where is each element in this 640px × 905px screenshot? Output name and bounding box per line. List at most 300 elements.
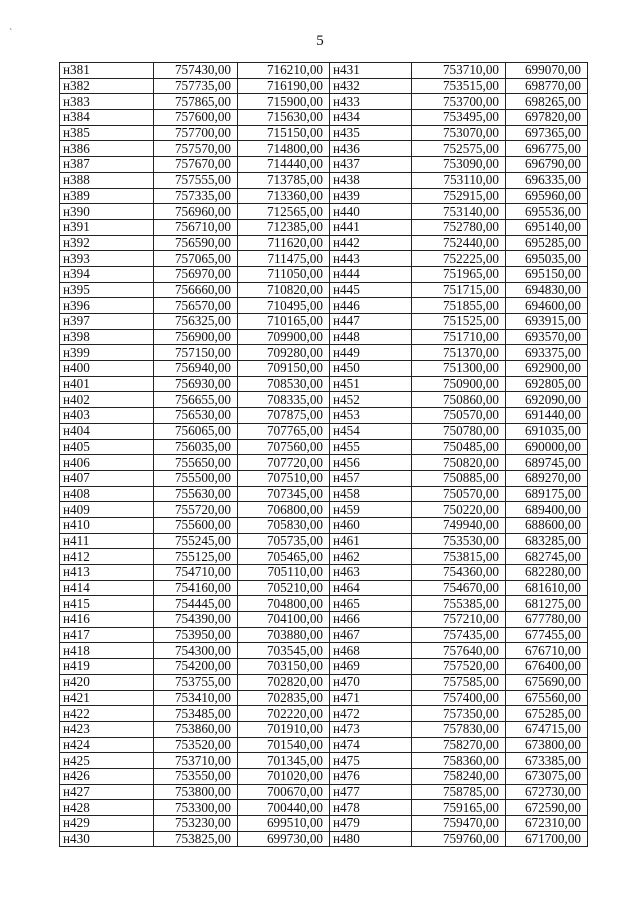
x-coord-left: 756660,00 [154, 282, 238, 298]
y-coord-right: 676710,00 [506, 643, 588, 659]
y-coord-left: 715900,00 [238, 94, 330, 110]
y-coord-right: 689175,00 [506, 486, 588, 502]
y-coord-left: 704100,00 [238, 612, 330, 628]
point-id-right: н459 [330, 502, 412, 518]
table-row [60, 455, 588, 471]
table-row [60, 643, 588, 659]
table-row [60, 251, 588, 267]
point-id-right: н462 [330, 549, 412, 565]
y-coord-right: 676400,00 [506, 659, 588, 675]
y-coord-right: 696335,00 [506, 172, 588, 188]
x-coord-right: 753495,00 [412, 110, 506, 126]
point-id-right: н477 [330, 784, 412, 800]
point-id-left: н396 [60, 298, 154, 314]
x-coord-left: 755650,00 [154, 455, 238, 471]
y-coord-left: 714440,00 [238, 157, 330, 173]
point-id-right: н439 [330, 188, 412, 204]
x-coord-left: 756065,00 [154, 423, 238, 439]
x-coord-left: 757065,00 [154, 251, 238, 267]
point-id-left: н402 [60, 392, 154, 408]
point-id-right: н472 [330, 706, 412, 722]
x-coord-left: 753300,00 [154, 800, 238, 816]
x-coord-right: 757350,00 [412, 706, 506, 722]
x-coord-left: 753550,00 [154, 768, 238, 784]
point-id-right: н457 [330, 470, 412, 486]
x-coord-right: 753530,00 [412, 533, 506, 549]
point-id-right: н442 [330, 235, 412, 251]
table-row [60, 690, 588, 706]
point-id-right: н437 [330, 157, 412, 173]
point-id-right: н471 [330, 690, 412, 706]
y-coord-left: 706800,00 [238, 502, 330, 518]
point-id-left: н421 [60, 690, 154, 706]
y-coord-right: 698265,00 [506, 94, 588, 110]
x-coord-left: 757570,00 [154, 141, 238, 157]
y-coord-right: 697820,00 [506, 110, 588, 126]
x-coord-right: 757400,00 [412, 690, 506, 706]
x-coord-right: 749940,00 [412, 517, 506, 533]
table-row [60, 580, 588, 596]
x-coord-left: 756930,00 [154, 376, 238, 392]
point-id-left: н413 [60, 565, 154, 581]
y-coord-right: 675560,00 [506, 690, 588, 706]
y-coord-right: 672310,00 [506, 816, 588, 832]
table-row [60, 235, 588, 251]
y-coord-left: 707875,00 [238, 408, 330, 424]
x-coord-right: 750820,00 [412, 455, 506, 471]
x-coord-right: 751855,00 [412, 298, 506, 314]
y-coord-right: 691440,00 [506, 408, 588, 424]
table-row [60, 721, 588, 737]
y-coord-right: 672590,00 [506, 800, 588, 816]
y-coord-left: 711475,00 [238, 251, 330, 267]
x-coord-left: 756325,00 [154, 314, 238, 330]
x-coord-right: 751370,00 [412, 345, 506, 361]
x-coord-right: 750860,00 [412, 392, 506, 408]
table-row [60, 172, 588, 188]
y-coord-right: 689745,00 [506, 455, 588, 471]
x-coord-right: 750780,00 [412, 423, 506, 439]
point-id-right: н440 [330, 204, 412, 220]
y-coord-right: 692805,00 [506, 376, 588, 392]
y-coord-right: 672730,00 [506, 784, 588, 800]
point-id-right: н454 [330, 423, 412, 439]
point-id-right: н478 [330, 800, 412, 816]
x-coord-right: 752915,00 [412, 188, 506, 204]
point-id-left: н424 [60, 737, 154, 753]
y-coord-right: 674715,00 [506, 721, 588, 737]
y-coord-left: 707345,00 [238, 486, 330, 502]
x-coord-left: 753800,00 [154, 784, 238, 800]
y-coord-right: 673385,00 [506, 753, 588, 769]
table-row [60, 329, 588, 345]
y-coord-left: 710820,00 [238, 282, 330, 298]
point-id-right: н479 [330, 816, 412, 832]
point-id-left: н427 [60, 784, 154, 800]
y-coord-left: 702220,00 [238, 706, 330, 722]
y-coord-right: 699070,00 [506, 63, 588, 79]
x-coord-left: 757735,00 [154, 78, 238, 94]
point-id-right: н434 [330, 110, 412, 126]
y-coord-right: 694600,00 [506, 298, 588, 314]
y-coord-right: 698770,00 [506, 78, 588, 94]
table-row [60, 627, 588, 643]
x-coord-right: 751300,00 [412, 361, 506, 377]
table-row [60, 314, 588, 330]
x-coord-right: 751525,00 [412, 314, 506, 330]
point-id-right: н453 [330, 408, 412, 424]
point-id-right: н450 [330, 361, 412, 377]
table-row [60, 266, 588, 282]
point-id-left: н430 [60, 831, 154, 847]
y-coord-right: 692090,00 [506, 392, 588, 408]
point-id-right: н456 [330, 455, 412, 471]
point-id-left: н381 [60, 63, 154, 79]
x-coord-left: 757670,00 [154, 157, 238, 173]
y-coord-right: 681275,00 [506, 596, 588, 612]
table-row [60, 737, 588, 753]
x-coord-left: 756570,00 [154, 298, 238, 314]
x-coord-left: 757335,00 [154, 188, 238, 204]
x-coord-left: 757865,00 [154, 94, 238, 110]
table-row [60, 110, 588, 126]
point-id-right: н447 [330, 314, 412, 330]
y-coord-right: 693375,00 [506, 345, 588, 361]
table-row [60, 706, 588, 722]
point-id-left: н419 [60, 659, 154, 675]
x-coord-right: 750570,00 [412, 408, 506, 424]
x-coord-left: 754160,00 [154, 580, 238, 596]
table-row [60, 768, 588, 784]
point-id-left: н400 [60, 361, 154, 377]
y-coord-left: 700670,00 [238, 784, 330, 800]
point-id-left: н428 [60, 800, 154, 816]
x-coord-right: 753110,00 [412, 172, 506, 188]
point-id-left: н423 [60, 721, 154, 737]
x-coord-left: 756530,00 [154, 408, 238, 424]
point-id-right: н468 [330, 643, 412, 659]
table-row [60, 517, 588, 533]
point-id-left: н398 [60, 329, 154, 345]
y-coord-right: 689400,00 [506, 502, 588, 518]
point-id-left: н426 [60, 768, 154, 784]
point-id-left: н418 [60, 643, 154, 659]
table-row [60, 565, 588, 581]
x-coord-right: 757830,00 [412, 721, 506, 737]
y-coord-left: 709150,00 [238, 361, 330, 377]
y-coord-left: 707720,00 [238, 455, 330, 471]
table-row [60, 470, 588, 486]
y-coord-left: 709900,00 [238, 329, 330, 345]
table-row [60, 361, 588, 377]
point-id-left: н403 [60, 408, 154, 424]
point-id-left: н382 [60, 78, 154, 94]
point-id-left: н408 [60, 486, 154, 502]
table-row [60, 753, 588, 769]
table-row [60, 596, 588, 612]
x-coord-left: 757600,00 [154, 110, 238, 126]
y-coord-right: 682280,00 [506, 565, 588, 581]
point-id-left: н385 [60, 125, 154, 141]
x-coord-right: 755385,00 [412, 596, 506, 612]
x-coord-left: 754300,00 [154, 643, 238, 659]
y-coord-left: 699730,00 [238, 831, 330, 847]
x-coord-left: 753485,00 [154, 706, 238, 722]
y-coord-left: 705735,00 [238, 533, 330, 549]
y-coord-right: 695140,00 [506, 219, 588, 235]
table-row [60, 816, 588, 832]
table-row [60, 204, 588, 220]
table-row [60, 63, 588, 79]
point-id-right: н441 [330, 219, 412, 235]
table-row [60, 486, 588, 502]
x-coord-right: 753515,00 [412, 78, 506, 94]
point-id-left: н389 [60, 188, 154, 204]
x-coord-left: 756960,00 [154, 204, 238, 220]
point-id-left: н393 [60, 251, 154, 267]
x-coord-right: 752225,00 [412, 251, 506, 267]
point-id-right: н470 [330, 674, 412, 690]
table-row [60, 298, 588, 314]
x-coord-left: 753410,00 [154, 690, 238, 706]
point-id-right: н458 [330, 486, 412, 502]
y-coord-right: 690000,00 [506, 439, 588, 455]
point-id-left: н394 [60, 266, 154, 282]
x-coord-right: 750485,00 [412, 439, 506, 455]
table-row [60, 219, 588, 235]
point-id-left: н420 [60, 674, 154, 690]
y-coord-right: 692900,00 [506, 361, 588, 377]
y-coord-left: 703545,00 [238, 643, 330, 659]
y-coord-left: 713360,00 [238, 188, 330, 204]
y-coord-left: 700440,00 [238, 800, 330, 816]
point-id-left: н388 [60, 172, 154, 188]
x-coord-right: 750900,00 [412, 376, 506, 392]
table-row [60, 94, 588, 110]
y-coord-right: 696790,00 [506, 157, 588, 173]
y-coord-left: 702820,00 [238, 674, 330, 690]
x-coord-left: 757150,00 [154, 345, 238, 361]
table-row [60, 408, 588, 424]
y-coord-left: 711050,00 [238, 266, 330, 282]
x-coord-right: 757585,00 [412, 674, 506, 690]
y-coord-right: 695035,00 [506, 251, 588, 267]
point-id-left: н397 [60, 314, 154, 330]
y-coord-left: 702835,00 [238, 690, 330, 706]
point-id-left: н390 [60, 204, 154, 220]
point-id-right: н446 [330, 298, 412, 314]
y-coord-left: 708335,00 [238, 392, 330, 408]
point-id-left: н407 [60, 470, 154, 486]
y-coord-right: 694830,00 [506, 282, 588, 298]
y-coord-left: 699510,00 [238, 816, 330, 832]
x-coord-right: 759470,00 [412, 816, 506, 832]
x-coord-right: 758240,00 [412, 768, 506, 784]
y-coord-right: 688600,00 [506, 517, 588, 533]
point-id-right: н455 [330, 439, 412, 455]
y-coord-left: 712565,00 [238, 204, 330, 220]
x-coord-left: 755630,00 [154, 486, 238, 502]
y-coord-left: 701910,00 [238, 721, 330, 737]
point-id-right: н443 [330, 251, 412, 267]
page-number: 5 [316, 33, 324, 49]
point-id-left: н409 [60, 502, 154, 518]
point-id-right: н432 [330, 78, 412, 94]
point-id-left: н417 [60, 627, 154, 643]
x-coord-left: 755600,00 [154, 517, 238, 533]
point-id-right: н473 [330, 721, 412, 737]
table-row [60, 533, 588, 549]
y-coord-left: 710495,00 [238, 298, 330, 314]
y-coord-left: 701345,00 [238, 753, 330, 769]
point-id-right: н438 [330, 172, 412, 188]
y-coord-right: 677780,00 [506, 612, 588, 628]
coordinates-table-body [60, 63, 588, 847]
y-coord-left: 705465,00 [238, 549, 330, 565]
x-coord-left: 755125,00 [154, 549, 238, 565]
x-coord-right: 753815,00 [412, 549, 506, 565]
point-id-right: н465 [330, 596, 412, 612]
x-coord-left: 756900,00 [154, 329, 238, 345]
x-coord-left: 754710,00 [154, 565, 238, 581]
point-id-left: н387 [60, 157, 154, 173]
y-coord-right: 695285,00 [506, 235, 588, 251]
point-id-right: н448 [330, 329, 412, 345]
y-coord-left: 715630,00 [238, 110, 330, 126]
x-coord-right: 757210,00 [412, 612, 506, 628]
point-id-right: н480 [330, 831, 412, 847]
x-coord-left: 756590,00 [154, 235, 238, 251]
point-id-left: н425 [60, 753, 154, 769]
y-coord-left: 705830,00 [238, 517, 330, 533]
x-coord-right: 752575,00 [412, 141, 506, 157]
x-coord-left: 753520,00 [154, 737, 238, 753]
x-coord-right: 750885,00 [412, 470, 506, 486]
table-row [60, 376, 588, 392]
y-coord-right: 673800,00 [506, 737, 588, 753]
y-coord-right: 696775,00 [506, 141, 588, 157]
y-coord-right: 695150,00 [506, 266, 588, 282]
point-id-right: н445 [330, 282, 412, 298]
table-row [60, 282, 588, 298]
x-coord-right: 757640,00 [412, 643, 506, 659]
table-row [60, 78, 588, 94]
x-coord-left: 756940,00 [154, 361, 238, 377]
x-coord-left: 755720,00 [154, 502, 238, 518]
table-row [60, 674, 588, 690]
x-coord-left: 755500,00 [154, 470, 238, 486]
x-coord-left: 754390,00 [154, 612, 238, 628]
x-coord-right: 752440,00 [412, 235, 506, 251]
x-coord-right: 754360,00 [412, 565, 506, 581]
x-coord-right: 753070,00 [412, 125, 506, 141]
y-coord-left: 707765,00 [238, 423, 330, 439]
x-coord-right: 758360,00 [412, 753, 506, 769]
table-row [60, 439, 588, 455]
x-coord-left: 754445,00 [154, 596, 238, 612]
table-row [60, 784, 588, 800]
y-coord-right: 677455,00 [506, 627, 588, 643]
x-coord-left: 753230,00 [154, 816, 238, 832]
y-coord-left: 715150,00 [238, 125, 330, 141]
x-coord-left: 753860,00 [154, 721, 238, 737]
point-id-right: н466 [330, 612, 412, 628]
table-row [60, 423, 588, 439]
x-coord-right: 751965,00 [412, 266, 506, 282]
coordinates-table [59, 62, 588, 847]
point-id-left: н395 [60, 282, 154, 298]
y-coord-right: 671700,00 [506, 831, 588, 847]
x-coord-left: 757555,00 [154, 172, 238, 188]
x-coord-right: 758785,00 [412, 784, 506, 800]
y-coord-right: 673075,00 [506, 768, 588, 784]
x-coord-left: 756710,00 [154, 219, 238, 235]
point-id-right: н449 [330, 345, 412, 361]
x-coord-left: 755245,00 [154, 533, 238, 549]
point-id-left: н391 [60, 219, 154, 235]
x-coord-left: 756035,00 [154, 439, 238, 455]
point-id-right: н463 [330, 565, 412, 581]
point-id-right: н451 [330, 376, 412, 392]
point-id-left: н392 [60, 235, 154, 251]
point-id-left: н399 [60, 345, 154, 361]
y-coord-right: 675285,00 [506, 706, 588, 722]
point-id-right: н444 [330, 266, 412, 282]
x-coord-right: 753710,00 [412, 63, 506, 79]
y-coord-right: 697365,00 [506, 125, 588, 141]
y-coord-left: 710165,00 [238, 314, 330, 330]
table-row [60, 502, 588, 518]
y-coord-right: 695536,00 [506, 204, 588, 220]
x-coord-right: 759165,00 [412, 800, 506, 816]
point-id-right: н435 [330, 125, 412, 141]
y-coord-right: 681610,00 [506, 580, 588, 596]
point-id-right: н461 [330, 533, 412, 549]
point-id-left: н383 [60, 94, 154, 110]
corner-mark: ` [9, 28, 13, 39]
table-row [60, 141, 588, 157]
y-coord-left: 703880,00 [238, 627, 330, 643]
y-coord-left: 714800,00 [238, 141, 330, 157]
y-coord-left: 705210,00 [238, 580, 330, 596]
y-coord-right: 695960,00 [506, 188, 588, 204]
point-id-left: н410 [60, 517, 154, 533]
point-id-right: н464 [330, 580, 412, 596]
table-row [60, 831, 588, 847]
point-id-left: н422 [60, 706, 154, 722]
point-id-left: н405 [60, 439, 154, 455]
table-row [60, 345, 588, 361]
table-row [60, 392, 588, 408]
y-coord-left: 713785,00 [238, 172, 330, 188]
x-coord-left: 757700,00 [154, 125, 238, 141]
x-coord-right: 759760,00 [412, 831, 506, 847]
x-coord-right: 757435,00 [412, 627, 506, 643]
point-id-right: н469 [330, 659, 412, 675]
y-coord-right: 682745,00 [506, 549, 588, 565]
point-id-right: н474 [330, 737, 412, 753]
point-id-right: н476 [330, 768, 412, 784]
x-coord-left: 754200,00 [154, 659, 238, 675]
y-coord-right: 683285,00 [506, 533, 588, 549]
y-coord-left: 708530,00 [238, 376, 330, 392]
x-coord-left: 753825,00 [154, 831, 238, 847]
x-coord-left: 756655,00 [154, 392, 238, 408]
point-id-left: н412 [60, 549, 154, 565]
point-id-left: н429 [60, 816, 154, 832]
point-id-left: н411 [60, 533, 154, 549]
x-coord-left: 757430,00 [154, 63, 238, 79]
